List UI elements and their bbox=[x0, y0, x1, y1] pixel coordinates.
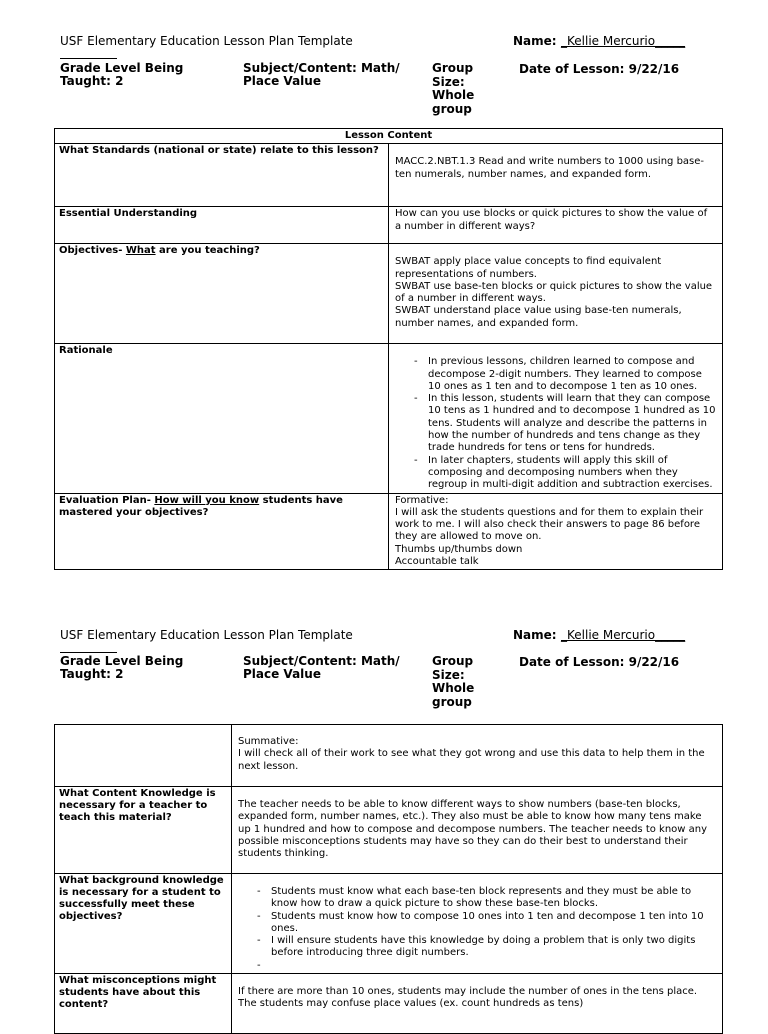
list-item: - In later chapters, students will apply this skill of composing and decomposing numbers when they regroup in multi-digit addition and subtraction exercises. bbox=[428, 455, 716, 492]
background-list bbox=[238, 886, 716, 972]
objectives-text bbox=[389, 244, 723, 344]
group-size-line: group bbox=[432, 694, 472, 709]
lesson-content-table-continued bbox=[54, 724, 723, 1034]
misconception-line: If there are more than 10 ones, students may include the number of ones in the tens place. bbox=[238, 986, 698, 998]
summative-line: I will check all of their work to see what they got wrong and use this data to help them in the next lesson. bbox=[238, 748, 705, 772]
list-item: - In previous lessons, children learned to compose and decompose 2-digit numbers. They learned to compose 10 ones as 1 ten and to decompose 1 ten as 10 ones. bbox=[428, 356, 716, 393]
evaluation-plan-text bbox=[389, 493, 723, 570]
grade-level-line: Taught: 2 bbox=[60, 74, 124, 88]
content-knowledge-text: The teacher needs to be able to know different ways to show numbers (base-ten blocks, expanded form, number names, etc.). They also must be able to know how many tens make up 1 hundred and how to compose and decompose numbers. The teacher needs to know any possible misconceptions students may have so they can do their best to understand their students thinking. bbox=[232, 787, 723, 874]
template-title: USF Elementary Education Lesson Plan Template bbox=[60, 628, 353, 642]
lesson-plan-page-2 bbox=[0, 592, 768, 1024]
objective-line: SWBAT understand place value using base-ten numerals, number names, and expanded form. bbox=[395, 305, 682, 329]
list-item: - Students must know how to compose 10 ones into 1 ten and decompose 1 ten into 10 ones. bbox=[271, 911, 716, 936]
background-knowledge-label: What background knowledge is necessary for a student to successfully meet these objectives? bbox=[55, 874, 232, 974]
objective-line: SWBAT use base-ten blocks or quick pictures to show the value of a number in different ways. bbox=[395, 280, 713, 305]
grade-level-line: Taught: 2 bbox=[60, 667, 124, 681]
subject-line: Place Value bbox=[243, 74, 321, 88]
lesson-content-table bbox=[54, 128, 723, 570]
table-heading: Lesson Content bbox=[55, 129, 723, 144]
evaluation-label-post: students have mastered your objectives? bbox=[59, 494, 343, 518]
objectives-label-underlined: What bbox=[125, 245, 156, 257]
rationale-list bbox=[395, 356, 716, 491]
subject-line: Subject/Content: Math/ bbox=[243, 654, 400, 668]
group-size bbox=[432, 62, 492, 116]
name-value: _Kellie Mercurio_____ bbox=[561, 34, 686, 48]
essential-understanding-text: How can you use blocks or quick pictures to show the value of a number in different ways? bbox=[389, 207, 723, 244]
subject-line: Subject/Content: Math/ bbox=[243, 61, 400, 75]
group-size-line: Size: bbox=[432, 667, 465, 682]
group-size-line: Size: bbox=[432, 74, 465, 89]
standards-text: MACC.2.NBT.1.3 Read and write numbers to 1000 using base-ten numerals, number names, and expanded form. bbox=[389, 144, 723, 207]
header-rule bbox=[60, 652, 117, 653]
grade-level-line: Grade Level Being bbox=[60, 61, 184, 75]
header-rule bbox=[60, 58, 117, 59]
evaluation-plan-label bbox=[55, 493, 389, 570]
name-label: Name: bbox=[513, 628, 557, 642]
objectives-label-post: are you teaching? bbox=[155, 245, 260, 257]
lesson-date: Date of Lesson: 9/22/16 bbox=[519, 655, 680, 669]
misconceptions-label: What misconceptions might students have about this content? bbox=[55, 974, 232, 1034]
evaluation-line: Thumbs up/thumbs down bbox=[395, 543, 523, 555]
content-knowledge-label: What Content Knowledge is necessary for a teacher to teach this material? bbox=[55, 787, 232, 874]
group-size-line: Group bbox=[432, 61, 474, 75]
misconceptions-text bbox=[232, 974, 723, 1034]
summative-label bbox=[55, 725, 232, 787]
group-size bbox=[432, 655, 492, 709]
list-item: - I will ensure students have this knowledge by doing a problem that is only two digits before introducing three digit numbers. bbox=[271, 935, 716, 960]
list-item: - Students must know what each base-ten block represents and they must be able to know how to draw a quick picture to show these base-ten blocks. bbox=[271, 886, 716, 911]
grade-level bbox=[60, 62, 230, 88]
group-size-line: Group bbox=[432, 654, 474, 668]
objective-line: SWBAT apply place value concepts to find equivalent representations of numbers. bbox=[395, 256, 662, 280]
rationale-text bbox=[389, 344, 723, 493]
subject-content bbox=[243, 62, 413, 88]
summative-text bbox=[232, 725, 723, 787]
name-label: Name: bbox=[513, 34, 557, 48]
objectives-label bbox=[55, 244, 389, 344]
grade-level-line: Grade Level Being bbox=[60, 654, 184, 668]
background-knowledge-text bbox=[232, 874, 723, 974]
name-value: _Kellie Mercurio_____ bbox=[561, 628, 686, 642]
evaluation-label-underlined: How will you know bbox=[154, 494, 260, 506]
group-size-line: Whole bbox=[432, 681, 475, 695]
objectives-label-pre: Objectives- bbox=[59, 245, 126, 257]
standards-label: What Standards (national or state) relate to this lesson? bbox=[55, 144, 389, 207]
misconception-line: The students may confuse place values (ex. count hundreds as tens) bbox=[238, 998, 584, 1010]
grade-level bbox=[60, 655, 230, 681]
list-item bbox=[271, 960, 716, 972]
lesson-date: Date of Lesson: 9/22/16 bbox=[519, 62, 680, 76]
group-size-line: Whole bbox=[432, 88, 475, 102]
evaluation-line: Accountable talk bbox=[395, 556, 479, 568]
group-size-line: group bbox=[432, 101, 472, 116]
rationale-label: Rationale bbox=[55, 344, 389, 493]
evaluation-label-pre: Evaluation Plan- bbox=[59, 494, 155, 506]
subject-content bbox=[243, 655, 413, 681]
evaluation-line: Formative: bbox=[395, 494, 449, 506]
summative-line: Summative: bbox=[238, 736, 299, 747]
essential-understanding-label: Essential Understanding bbox=[55, 207, 389, 244]
evaluation-line: I will ask the students questions and for them to explain their work to me. I will also check their answers to page 86 before they are allowed to move on. bbox=[395, 506, 704, 543]
list-item: - In this lesson, students will learn that they can compose 10 tens as 1 hundred and to decompose 1 hundred as 10 tens. Students will analyze and describe the patterns in how the number of hundreds and tens change as they trade hundreds for tens or tens for hundreds. bbox=[428, 393, 716, 454]
subject-line: Place Value bbox=[243, 667, 321, 681]
template-title: USF Elementary Education Lesson Plan Template bbox=[60, 34, 353, 48]
